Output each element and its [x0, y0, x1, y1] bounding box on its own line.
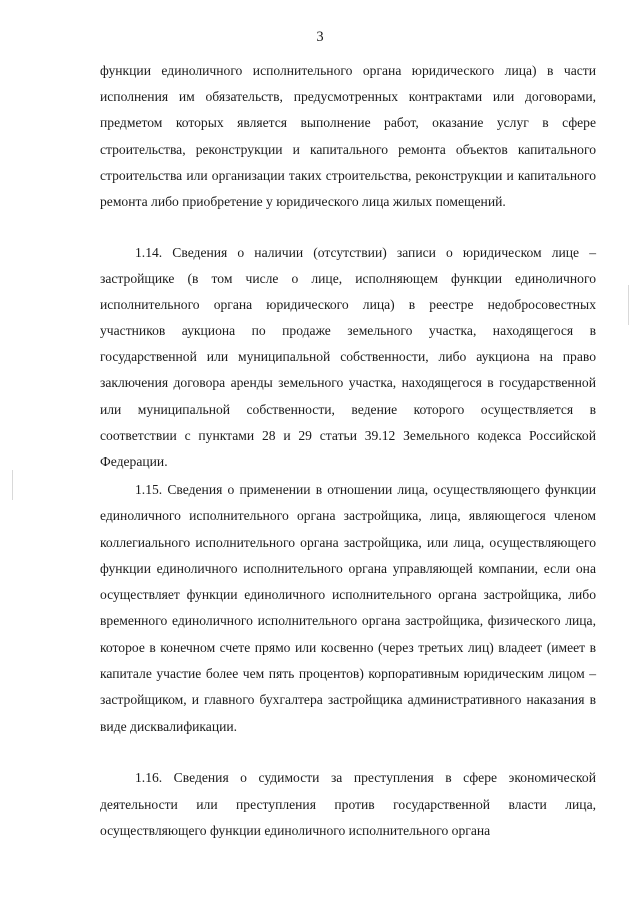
paragraph-block — [100, 240, 596, 475]
paragraph-1-16: 1.16. Сведения о судимости за преступления в сфере экономической деятельности или преступления против государственной власти лица, осуществляющего функции единоличного исполнительного органа — [100, 770, 596, 838]
paragraph-1-15: 1.15. Сведения о применении в отношении лица, осуществляющего функции единоличного исполнительного органа застройщика, лица, являющегося членом коллегиального исполнительного органа застройщика, или лица, осуществляющего функции единоличного исполнительного органа управляющей компании, если она осуществляет функции единоличного исполнительного органа застройщика, либо временного единоличного исполнительного органа застройщика, физического лица, которое в конечном счете прямо или косвенно (через третьих лиц) владеет (имеет в капитале участие более чем пять процентов) корпоративным юридическим лицом – застройщиком, и главного бухгалтера застройщика административного наказания в виде дисквалификации. — [100, 482, 596, 734]
paragraph-block — [100, 477, 596, 740]
page-number: 3 — [316, 29, 324, 45]
paragraph-block — [100, 58, 596, 215]
paragraph-block — [100, 765, 596, 845]
scan-margin-mark — [628, 285, 629, 325]
paragraph-1-13-continuation: функции единоличного исполнительного органа юридического лица) в части исполнения им обязательств, предусмотренных контрактами или договорами, предметом которых является выполнение работ, оказание услуг в сфере строительства, реконструкции и капитального ремонта объектов капитального строительства или организации таких строительства, реконструкции и капитального ремонта либо приобретение у юридического лица жилых помещений. — [100, 63, 596, 210]
paragraph-1-14: 1.14. Сведения о наличии (отсутствии) записи о юридическом лице – застройщике (в том числе о лице, исполняющем функции единоличного исполнительного органа юридического лица) в реестре недобросовестных участников аукциона по продаже земельного участка, находящегося в государственной или муниципальной собственности, либо аукциона на право заключения договора аренды земельного участка, находящегося в государственной или муниципальной собственности, ведение которого осуществляется в соответствии с пунктами 28 и 29 статьи 39.12 Земельного кодекса Российской Федерации. — [100, 245, 596, 469]
scan-margin-mark — [12, 470, 13, 500]
